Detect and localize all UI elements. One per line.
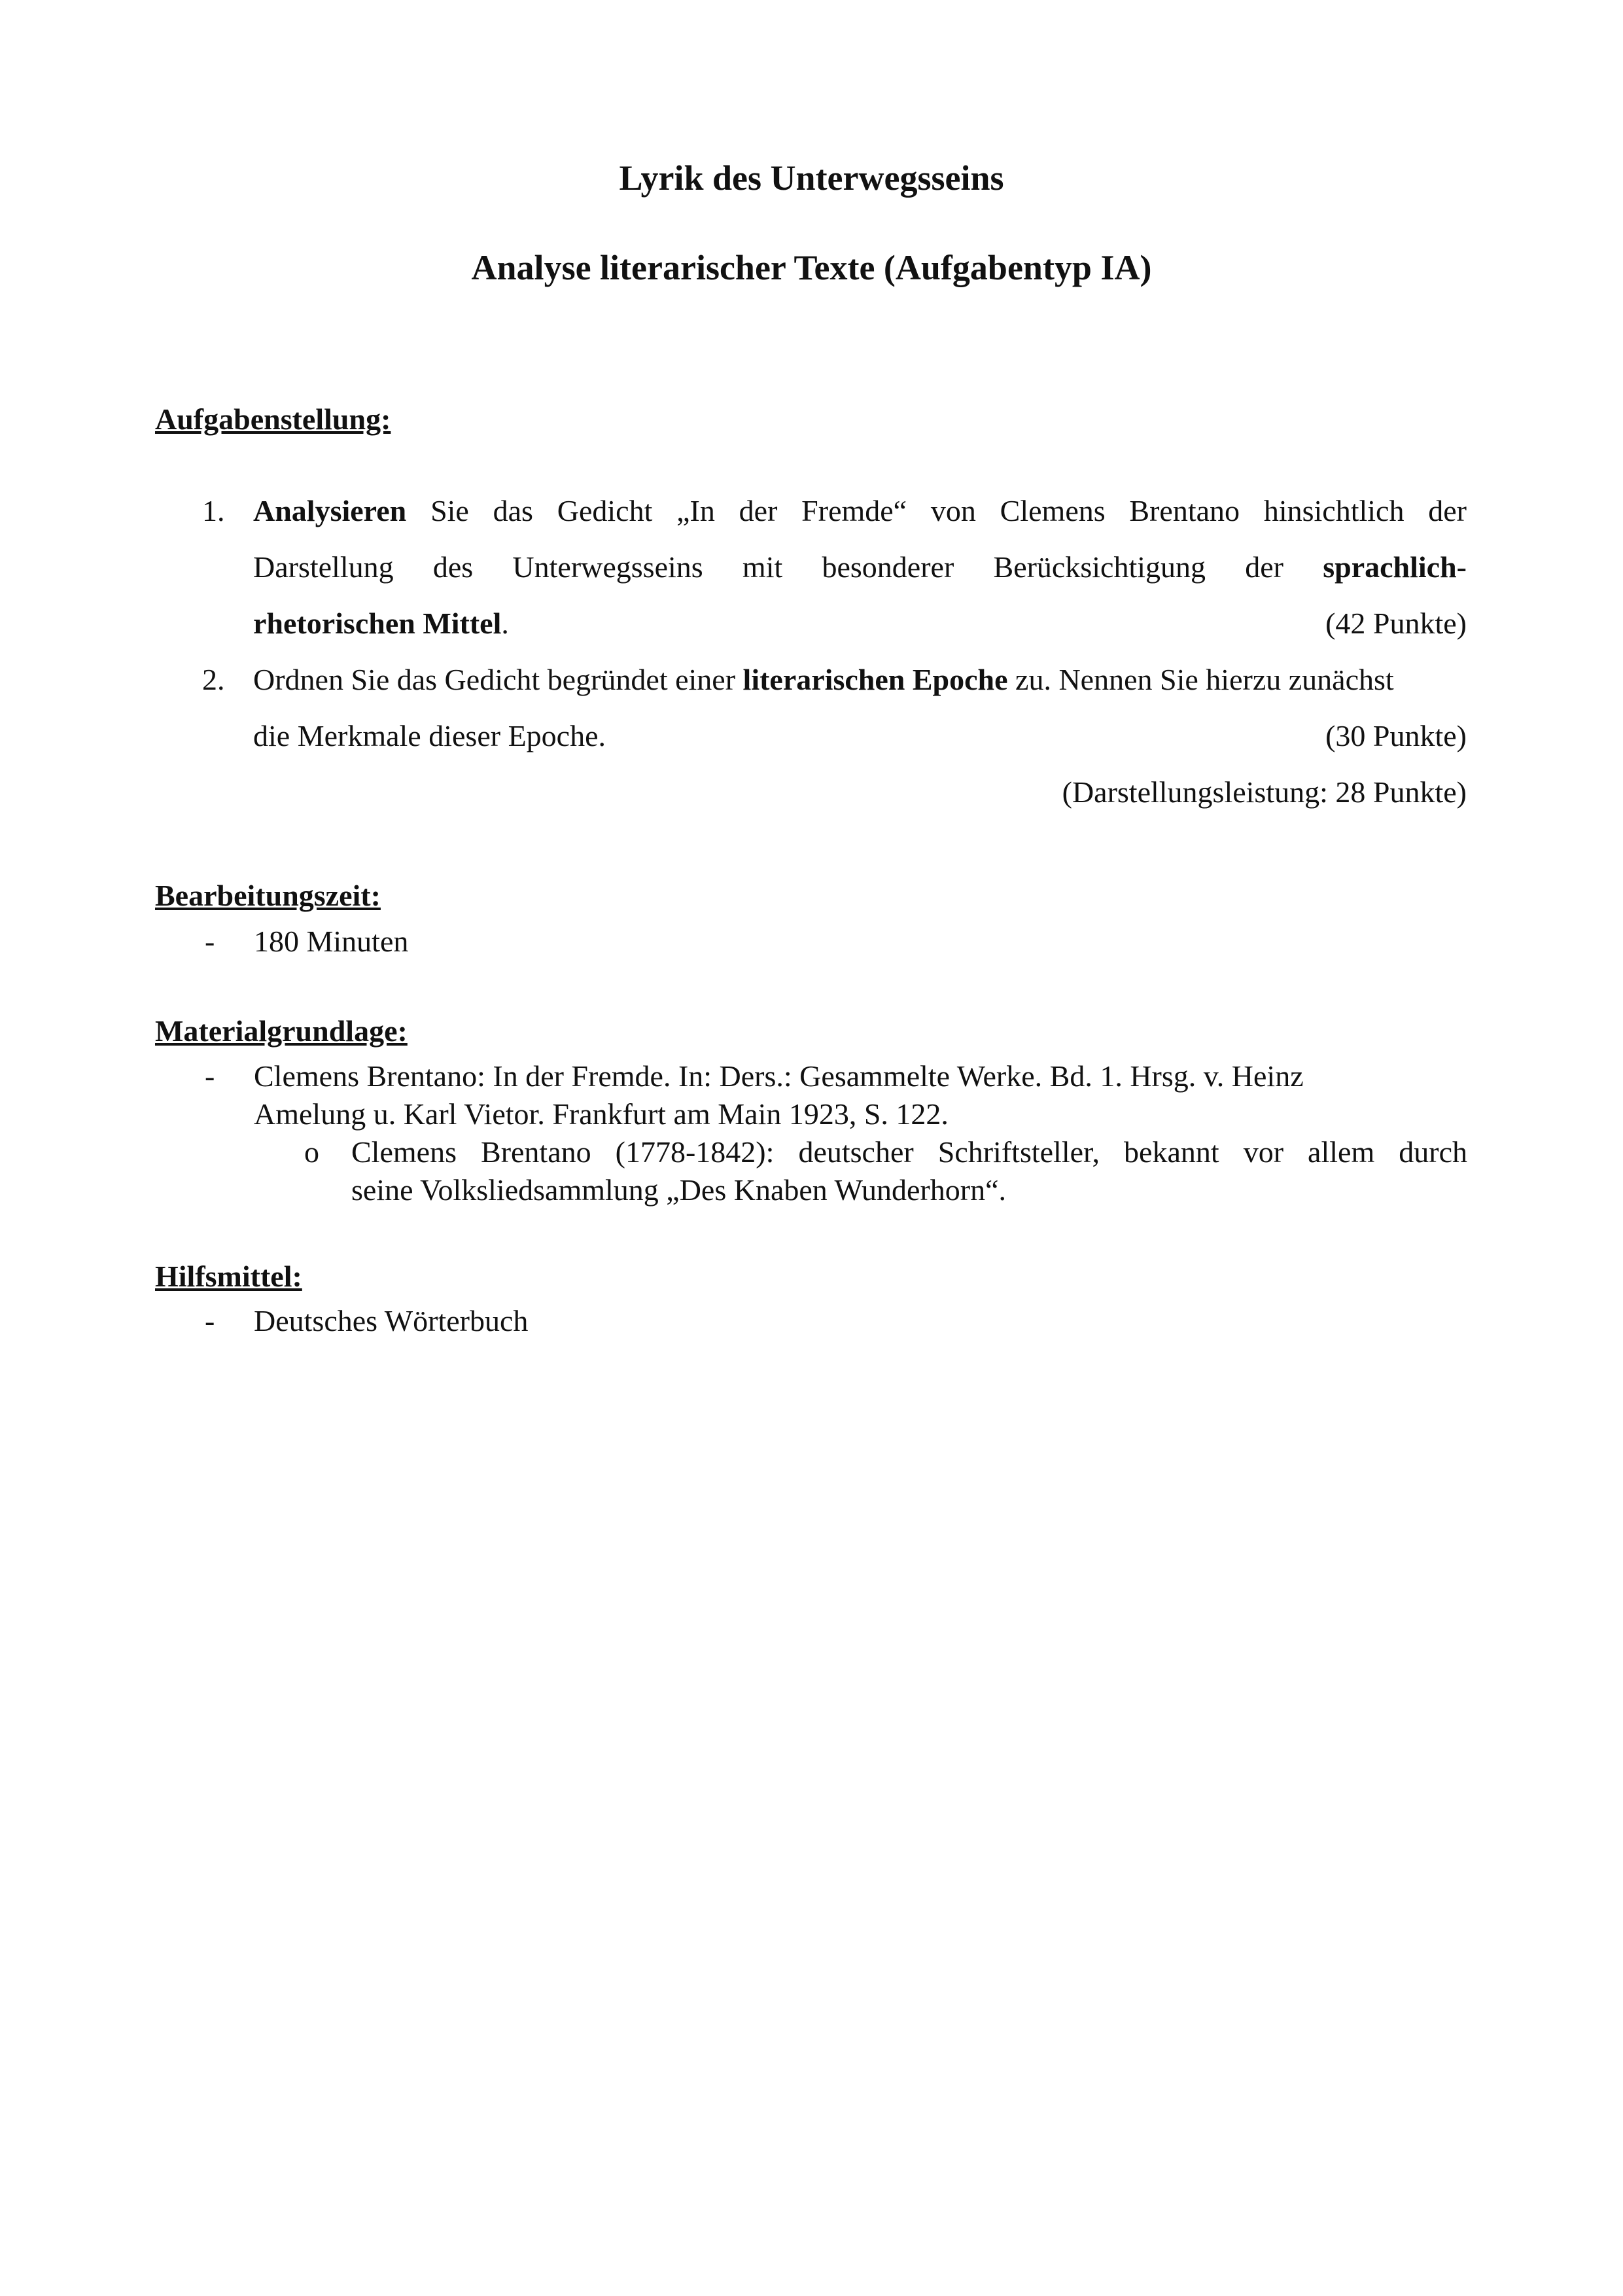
- task-2-line-2: [253, 717, 1467, 773]
- task-2-line-1: [253, 661, 1467, 717]
- darstellungsleistung-points: (Darstellungsleistung: 28 Punkte): [1062, 775, 1467, 809]
- task-1-line-3: [253, 605, 1467, 661]
- task-2-text-1a: Ordnen Sie das Gedicht begründet einer: [253, 663, 743, 696]
- task-2-points: (30 Punkte): [1325, 719, 1467, 752]
- bearbeitungszeit-dash: -: [205, 925, 215, 958]
- aufgabenstellung-heading: Aufgabenstellung:: [155, 402, 391, 436]
- materialgrundlage-heading: Materialgrundlage:: [155, 1014, 408, 1048]
- document-title: Lyrik des Unterwegsseins: [619, 158, 1004, 198]
- task-1-keyword-3: rhetorischen Mittel: [253, 607, 502, 640]
- hilfsmittel-dash: -: [205, 1304, 215, 1337]
- task-1-text-3: .: [501, 607, 509, 640]
- bearbeitungszeit-value: 180 Minuten: [254, 925, 409, 958]
- task-2-text-2: die Merkmale dieser Epoche.: [253, 719, 606, 752]
- materialgrundlage-dash: -: [205, 1059, 215, 1093]
- task-2-number: 2.: [202, 663, 225, 696]
- hilfsmittel-value: Deutsches Wörterbuch: [254, 1304, 529, 1337]
- materialgrundlage-line-1: Clemens Brentano: In der Fremde. In: Ders.: Gesammelte Werke. Bd. 1. Hrsg. v. Heinz: [254, 1059, 1304, 1093]
- task-1-line-1: [253, 492, 1467, 548]
- task-2-text-1b: zu. Nennen Sie hierzu zunächst: [1007, 663, 1394, 696]
- task-1-points: (42 Punkte): [1325, 607, 1467, 640]
- task-2-keyword: literarischen Epoche: [742, 663, 1008, 696]
- task-1-line-2: [253, 548, 1467, 605]
- materialgrundlage-sub-bullet: o: [304, 1135, 319, 1169]
- task-1-keyword: Analysieren: [253, 494, 407, 527]
- materialgrundlage-sub-line-1: Clemens Brentano (1778-1842): deutscher Schriftsteller, bekannt vor allem durch: [351, 1135, 1467, 1169]
- task-1-text-2: Darstellung des Unterwegsseins mit besonderer Berücksichtigung der: [253, 550, 1323, 584]
- task-1-text-1: Sie das Gedicht „In der Fremde“ von Clemens Brentano hinsichtlich der: [406, 494, 1467, 527]
- materialgrundlage-sub-line-2: seine Volksliedsammlung „Des Knaben Wunderhorn“.: [351, 1173, 1007, 1207]
- materialgrundlage-line-2: Amelung u. Karl Vietor. Frankfurt am Main 1923, S. 122.: [254, 1097, 949, 1131]
- task-1-keyword-2: sprachlich-: [1323, 550, 1467, 584]
- document-subtitle: Analyse literarischer Texte (Aufgabentyp IA): [471, 248, 1152, 287]
- bearbeitungszeit-heading: Bearbeitungszeit:: [155, 879, 381, 912]
- task-1-number: 1.: [202, 494, 225, 527]
- hilfsmittel-heading: Hilfsmittel:: [155, 1260, 302, 1293]
